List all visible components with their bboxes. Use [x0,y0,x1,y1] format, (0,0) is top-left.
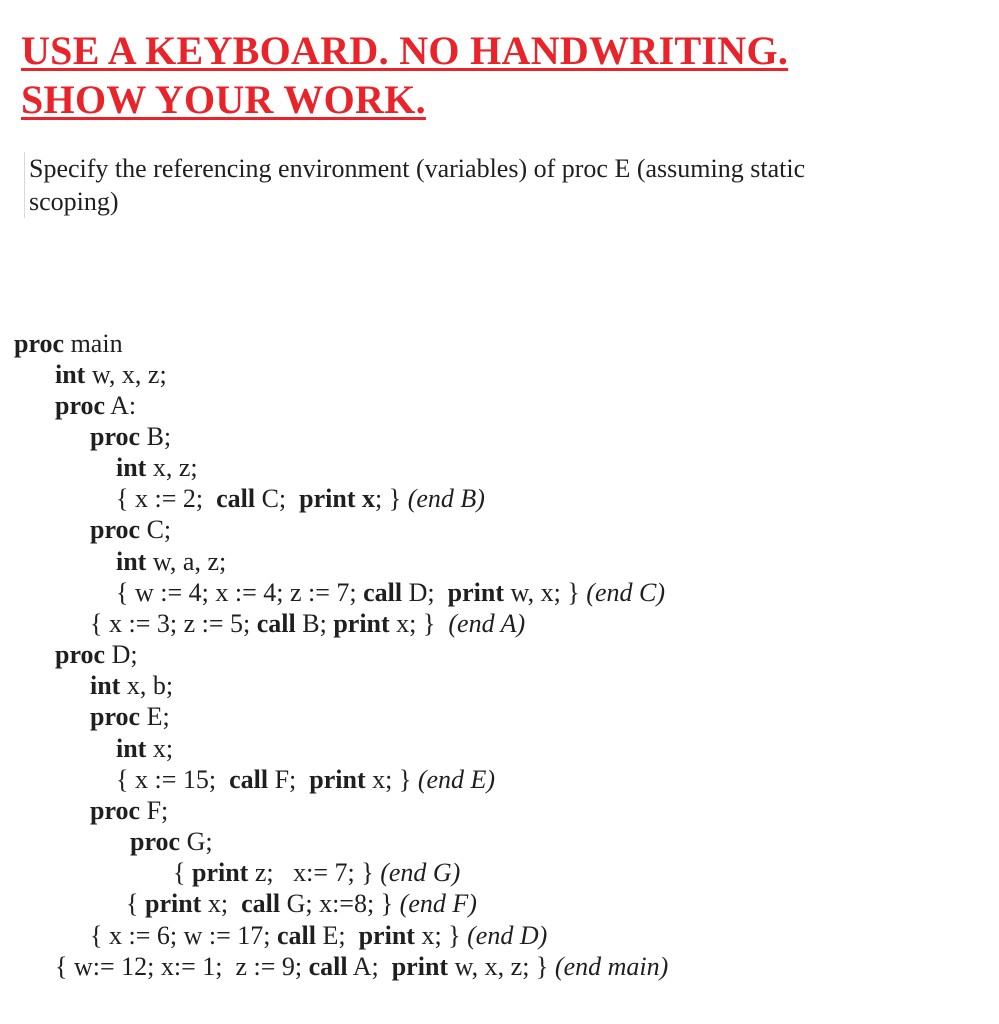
code-line [90,795,168,826]
code-keyword: int [90,671,121,700]
instruction-line-1: USE A KEYBOARD. NO HANDWRITING. [21,28,789,73]
code-text: w, x, z; } [448,952,555,981]
code-keyword: proc [90,515,141,544]
question-text: Specify the referencing environment (variables) of proc E (assuming static scoping) [24,152,879,218]
code-text: x, b; [120,671,174,700]
code-text: { x := 6; w := 17; [90,921,277,950]
code-text: F; [268,765,310,794]
code-line [55,359,167,390]
code-text: x, z; [146,453,198,482]
code-keyword: print [391,952,449,981]
code-text: A: [105,391,137,420]
code-line [90,920,547,951]
code-text: C; [255,484,300,513]
code-keyword: call [256,609,296,638]
code-text: E; [315,921,359,950]
code-keyword: int [116,734,147,763]
code-text: F; [140,796,169,825]
code-comment: (end C) [586,578,665,607]
code-text: B; [295,609,334,638]
code-keyword: proc [130,827,181,856]
code-keyword: print [447,578,504,607]
code-text: z; x:= 7; } [248,858,381,887]
code-line [130,826,213,857]
code-keyword: print [299,484,356,513]
code-keyword: x [362,484,376,513]
code-line [55,951,668,982]
code-keyword: proc [90,422,141,451]
code-comment: (end A) [448,609,526,638]
code-comment: (end B) [407,484,485,513]
code-line [90,514,171,545]
code-line [116,483,485,514]
code-keyword: proc [55,640,106,669]
code-text: main [64,329,123,358]
code-text: E; [140,702,170,731]
code-line [90,608,525,639]
code-keyword: proc [90,702,141,731]
code-keyword: call [216,484,256,513]
code-keyword: call [363,578,403,607]
code-line [116,764,495,795]
code-text: x; [201,889,242,918]
code-line [116,546,226,577]
code-text: x; } [365,765,418,794]
code-comment: (end main) [554,952,669,981]
code-comment: (end D) [467,921,548,950]
code-keyword: call [276,921,316,950]
code-keyword: proc [55,391,106,420]
code-line [116,577,665,608]
code-keyword: proc [90,796,141,825]
code-text: { [173,858,192,887]
code-keyword: print [144,889,202,918]
code-keyword: print [333,609,390,638]
code-line [173,857,460,888]
code-text: G; [180,827,213,856]
code-keyword: call [308,952,348,981]
code-keyword: print [358,921,415,950]
code-text: x; [146,734,174,763]
code-text: A; [347,952,392,981]
code-text: G; x:=8; } [280,889,400,918]
code-text: { x := 15; [116,765,230,794]
code-text: { w:= 12; x:= 1; z := 9; [55,952,309,981]
code-text: { x := 2; [116,484,217,513]
code-text: ; } [375,484,408,513]
code-text: { x := 3; z := 5; [90,609,257,638]
code-keyword: print [191,858,249,887]
code-text: D; [105,640,138,669]
code-line [90,670,173,701]
code-line [116,452,198,483]
code-text: { w := 4; x := 4; z := 7; [116,578,364,607]
code-line [116,733,173,764]
instruction-line-2: SHOW YOUR WORK. [21,77,426,122]
code-text: { [126,889,145,918]
code-keyword: proc [14,329,65,358]
code-line [55,639,138,670]
code-keyword: int [116,547,147,576]
code-text: x; } [389,609,449,638]
code-keyword: call [241,889,281,918]
code-line [126,888,477,919]
code-keyword: int [55,360,86,389]
code-text: D; [402,578,448,607]
code-line [90,701,170,732]
code-text: w, x; } [503,578,587,607]
code-text: x; } [414,921,468,950]
code-keyword: call [229,765,269,794]
code-comment: (end E) [417,765,496,794]
code-text: w, x, z; [85,360,167,389]
code-text: B; [140,422,172,451]
code-comment: (end F) [399,889,477,918]
code-line [14,328,123,359]
code-text: C; [140,515,172,544]
code-line [55,390,136,421]
code-line [90,421,171,452]
code-keyword: int [116,453,147,482]
code-text: w, a, z; [146,547,227,576]
code-keyword: print [309,765,366,794]
code-comment: (end G) [380,858,461,887]
